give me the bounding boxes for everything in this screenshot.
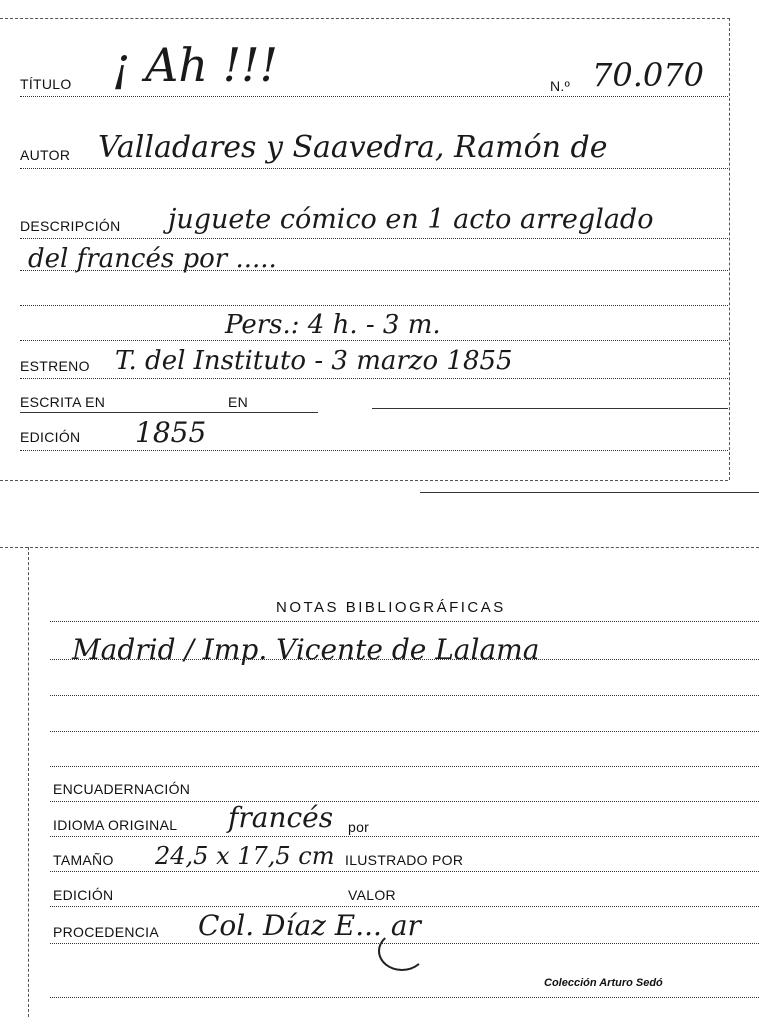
descripcion-rule-1 (20, 238, 728, 239)
descripcion-rule-2 (20, 270, 728, 271)
encuadernacion-label: ENCUADERNACIÓN (53, 781, 191, 797)
card-cut-edge (420, 492, 759, 493)
ilustrado-label: ILUSTRADO POR (345, 852, 464, 868)
edicion-label: EDICIÓN (20, 429, 81, 445)
procedencia-rule (50, 943, 759, 944)
idioma-label: IDIOMA ORIGINAL (53, 817, 178, 833)
back-bottom-rule (50, 997, 759, 998)
notas-header: NOTAS BIBLIOGRÁFICAS (276, 599, 506, 616)
notas-rule-3 (50, 695, 759, 696)
catalog-card-front (0, 0, 759, 500)
por-label: por (348, 819, 370, 835)
catalog-card-back (0, 535, 759, 1028)
idioma-value: francés (228, 801, 334, 834)
edicion-rule (20, 450, 728, 451)
card-right-edge (729, 18, 730, 480)
encuadernacion-rule (50, 801, 759, 802)
titulo-value: ¡ Ah !!! (112, 38, 279, 92)
ink-smudge (378, 931, 426, 971)
numero-label: N.º (550, 78, 571, 94)
edicion-value: 1855 (135, 416, 207, 449)
idioma-rule (50, 836, 759, 837)
tamano-rule (50, 871, 759, 872)
procedencia-value: Col. Díaz E... ar (198, 909, 421, 942)
estreno-rule (20, 378, 728, 379)
autor-label: AUTOR (20, 147, 71, 163)
estreno-value: T. del Instituto - 3 marzo 1855 (115, 346, 513, 376)
autor-value: Valladares y Saavedra, Ramón de (98, 130, 608, 165)
titulo-label: TÍTULO (20, 76, 72, 92)
escrita-label: ESCRITA EN (20, 394, 106, 410)
notas-rule-1 (50, 621, 759, 622)
numero-value: 70.070 (592, 56, 704, 94)
valor-label: VALOR (348, 887, 396, 903)
autor-rule (20, 168, 728, 169)
estreno-label: ESTRENO (20, 358, 90, 374)
tamano-value: 24,5 x 17,5 cm (155, 842, 335, 870)
escrita-rule-right (372, 408, 728, 409)
notas-rule-5 (50, 766, 759, 767)
card-top-edge (0, 18, 730, 19)
edicion-rule-back (50, 906, 759, 907)
notas-rule-2 (50, 659, 759, 660)
back-edicion-label: EDICIÓN (53, 887, 114, 903)
descripcion-line2: del francés por ..... (28, 244, 277, 274)
escrita-rule-left (20, 412, 318, 413)
back-top-edge (0, 547, 759, 548)
tamano-label: TAMAÑO (53, 852, 114, 868)
titulo-rule (20, 96, 728, 97)
en-label: EN (228, 394, 249, 410)
descripcion-rule-4 (20, 340, 728, 341)
descripcion-rule-3 (20, 305, 728, 306)
descripcion-line1: juguete cómico en 1 acto arreglado (168, 204, 654, 235)
card-bottom-edge (0, 480, 728, 481)
notas-value: Madrid / Imp. Vicente de Lalama (72, 633, 540, 666)
descripcion-label: DESCRIPCIÓN (20, 218, 121, 234)
back-left-edge (28, 547, 29, 1017)
collection-label: Colección Arturo Sedó (544, 977, 663, 989)
notas-rule-4 (50, 731, 759, 732)
personajes-value: Pers.: 4 h. - 3 m. (225, 310, 441, 340)
procedencia-label: PROCEDENCIA (53, 924, 159, 940)
